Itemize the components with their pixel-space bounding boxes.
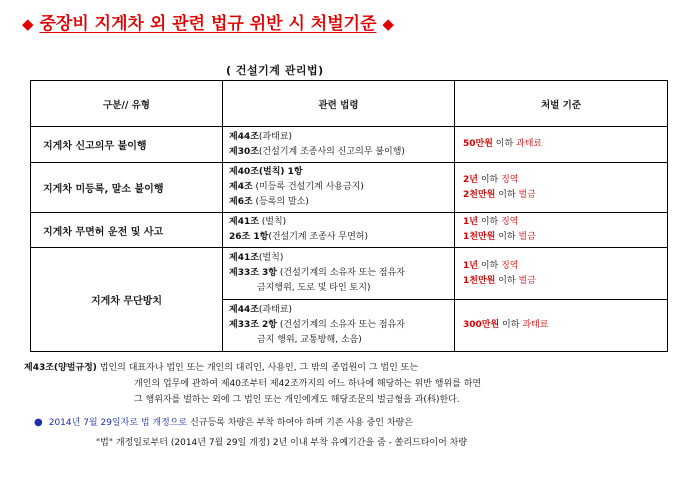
joint-penalty-note (24, 360, 481, 408)
table-row (31, 163, 668, 213)
page-title-text: 중장비 지게차 외 관련 법규 위반 시 처벌기준 (39, 14, 377, 34)
table-row (31, 213, 668, 248)
header-law: 관련 법령 (223, 81, 455, 127)
row-category: 지게차 무면허 운전 및 사고 (31, 213, 223, 248)
table-header-row (31, 81, 668, 127)
diamond-icon: ◆ (382, 15, 394, 33)
note-line: 법인의 대표자나 법인 또는 개인의 대리인, 사용인, 그 밖의 종업원이 그 법인 또는 (96, 363, 419, 373)
penalty-table (30, 80, 668, 352)
bullet-icon: ● (34, 417, 43, 428)
amendment-line: "법" 개정일로부터 (2014년 7월 29일 개정) 2년 이내 부착 유예기간을 줌 - 쏠리드타이어 차량 (96, 438, 468, 448)
note-line: 그 행위자를 벌하는 외에 그 법인 또는 개인에게도 해당조문의 벌금형을 과(科)한다. (134, 395, 460, 405)
diamond-icon: ◆ (22, 15, 34, 33)
amendment-text: 신규등록 차량은 부착 하여야 하며 기존 사용 중인 차량은 (187, 418, 413, 428)
page-title (22, 9, 394, 34)
row-penalty: 1년 이하 징역 1천만원 이하 벌금 (455, 213, 668, 248)
row-law: 제41조 (벌칙) 26조 1항(건설기계 조종사 무면허) (223, 213, 455, 248)
row-penalty: 300만원 이하 과태료 (455, 300, 668, 352)
table-row (31, 127, 668, 163)
note-line: 개인의 업무에 관하여 제40조부터 제42조까지의 어느 하나에 해당하는 위반 행위를 하면 (134, 379, 482, 389)
header-penalty: 처벌 기준 (455, 81, 668, 127)
row-law: 제40조(벌칙) 1항 제4조 (미등록 건설기계 사용금지) 제6조 (등록의 말소) (223, 163, 455, 213)
amendment-note (34, 413, 467, 453)
row-category: 지게차 무단방치 (31, 248, 223, 352)
row-penalty: 50만원 이하 과태료 (455, 127, 668, 163)
row-law: 제41조(벌칙) 제33조 3항 (건설기계의 소유자 또는 점유자 금지행위, 도로 및 타인 토지) (223, 248, 455, 300)
row-law: 제44조(과태료) 제33조 2항 (건설기계의 소유자 또는 점유자 금지 행위, 교통방해, 소음) (223, 300, 455, 352)
row-penalty: 2년 이하 징역 2천만원 이하 벌금 (455, 163, 668, 213)
header-category: 구분// 유형 (31, 81, 223, 127)
row-category: 지게차 미등록, 말소 불이행 (31, 163, 223, 213)
table-subtitle: ( 건설기계 관리법) (226, 64, 324, 77)
note-head: 제43조(양벌규정) (24, 363, 97, 373)
row-category: 지게차 신고의무 불이행 (31, 127, 223, 163)
row-law: 제44조(과태료) 제30조(건설기계 조종사의 신고의무 불이행) (223, 127, 455, 163)
amendment-date: 2014년 7월 29일자로 법 개정으로 (48, 418, 188, 428)
row-penalty: 1년 이하 징역 1천만원 이하 벌금 (455, 248, 668, 300)
table-row (31, 248, 668, 300)
